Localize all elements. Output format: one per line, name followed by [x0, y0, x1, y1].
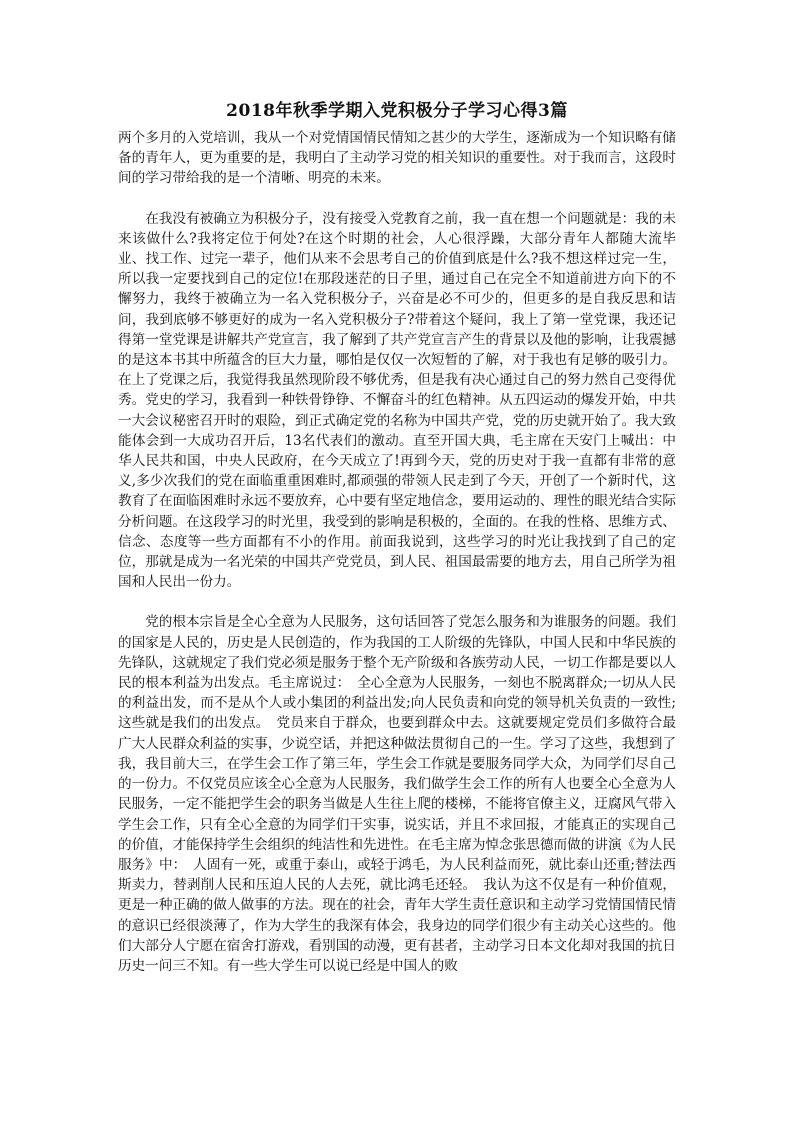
document-page [118, 100, 676, 996]
paragraph-intro: 两个多月的入党培训，我从一个对党情国情民情知之甚少的大学生，逐渐成为一个知识略有储备的青年人，更为重要的是，我明白了主动学习党的相关知识的重要性。对于我而言，这段时间的学习带给我的是一个清晰、明亮的未来。 [118, 130, 676, 187]
paragraph-positioning: 在我没有被确立为积极分子，没有接受入党教育之前，我一直在想一个问题就是：我的未来该做什么?我将定位于何处?在这个时期的社会，人心很浮躁，大部分青年人都随大流毕业、找工作、过完一辈子，他们从来不会思考自己的价值到底是什么?我不想这样过完一生，所以我一定要找到自己的定位!在那段迷茫的日子里，通过自己在完全不知道前进方向下的不懈努力，我终于被确立为一名入党积极分子，兴奋是必不可少的，但更多的是自我反思和诘问，我到底够不够更好的成为一名入党积极分子?带着这个疑问，我上了第一堂党课，我还记得第一堂党课是讲解共产党宣言，我了解到了共产党宣言产生的背景以及他的影响，让我震撼的是这本书其中所蕴含的巨大力量，哪怕是仅仅一次短暂的了解，对于我也有足够的吸引力。在上了党课之后，我觉得我虽然现阶段不够优秀，但是我有决心通过自己的努力然自己变得优秀。党史的学习，我看到一种铁骨铮铮、不懈奋斗的红色精神。从五四运动的爆发开始，中共一大会议秘密召开时的艰险，到正式确定党的名称为中国共产党，党的历史就开始了。我大致能体会到一大成功召开后，13名代表们的激动。直至开国大典，毛主席在天安门上喊出：中华人民共和国，中央人民政府，在今天成立了!再到今天，党的历史对于我一直都有非常的意义,多少次我们的党在面临重重困难时,都顽强的带领人民走到了今天，开创了一个新时代，这教育了在面临困难时永远不要放弃，心中要有坚定地信念，要用运动的、理性的眼光结合实际分析问题。在这段学习的时光里，我受到的影响是积极的，全面的。在我的性格、思维方式、信念、态度等一些方面都有不小的作用。前面我说到，这些学习的时光让我找到了自己的定位，那就是成为一名光荣的中国共产党党员，到人民、祖国最需要的地方去，用自己所学为祖国和人民出一份力。 [118, 210, 676, 591]
document-title: 2018年秋季学期入党积极分子学习心得3篇 [226, 101, 568, 121]
paragraph-serve-the-people: 党的根本宗旨是全心全意为人民服务，这句话回答了党怎么服务和为谁服务的问题。我们的国家是人民的，历史是人民创造的，作为我国的工人阶级的先锋队，中国人民和中华民族的先锋队，这就规定了我们党必须是服务于整个无产阶级和各族劳动人民，一切工作都是要以人民的根本利益为出发点。毛主席说过： 全心全意为人民服务，一刻也不脱离群众;一切从人民的利益出发，而不是从个人或小集团的利益出发;向人民负责和向党的领导机关负责的一致性;这些就是我们的出发点。 党员来自于群众，也要到群众中去。这就要规定党员们多做符合最广大人民群众利益的实事，少说空话，并把这种做法贯彻自己的一生。学习了这些，我想到了我，我目前大三，在学生会工作了第三年，学生会工作就是要服务同学大众，为同学们尽自己的一份力。不仅党员应该全心全意为人民服务，我们做学生会工作的所有人也要全心全意为人民服务，一定不能把学生会的职务当做是人生往上爬的楼梯，不能将官僚主义，迂腐风气带入学生会工作，只有全心全意的为同学们干实事，说实话，并且不求回报，才能真正的实现自己的价值，才能保持学生会组织的纯洁性和先进性。在毛主席为悼念张思德而做的讲演《为人民服务》中： 人固有一死，或重于泰山，或轻于鸿毛，为人民利益而死，就比泰山还重;替法西斯卖力，替剥削人民和压迫人民的人去死，就比鸿毛还轻。 我认为这不仅是有一种价值观，更是一种正确的做人做事的方法。现在的社会，青年大学生责任意识和主动学习党情国情民情的意识已经很淡薄了，作为大学生的我深有体会，我身边的同学们很少有主动关心这些的。他们大部分人宁愿在宿舍打游戏，看别国的动漫，更有甚者，主动学习日本文化却对我国的抗日历史一问三不知。有一些大学生可以说已经是中国人的败 [118, 614, 676, 974]
